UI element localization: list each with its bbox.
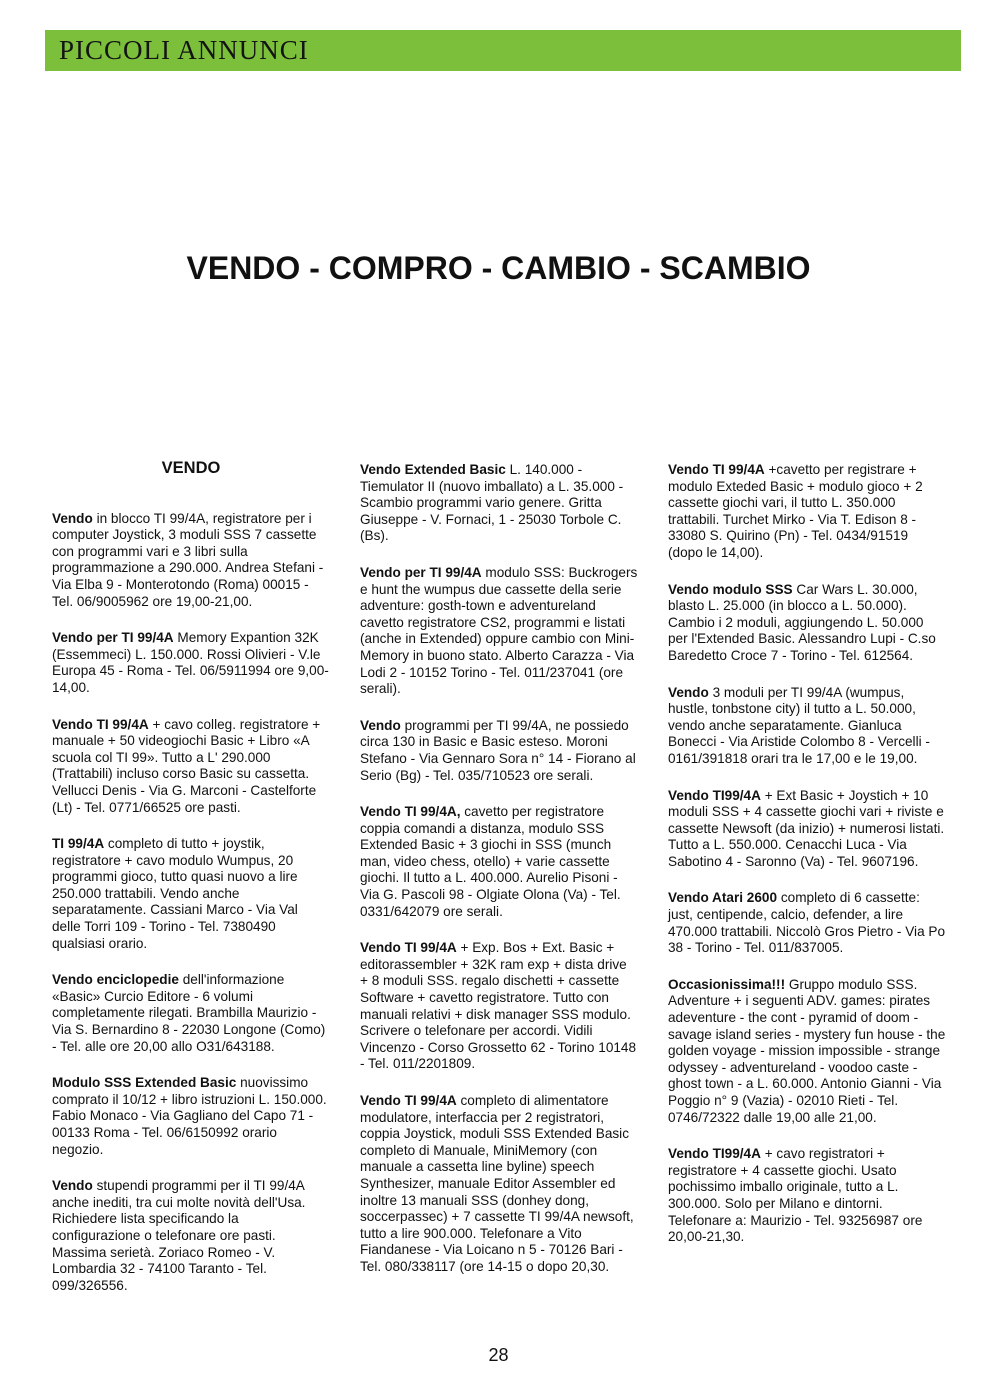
ad-lead: Vendo enciclopedie <box>52 972 179 988</box>
column-1 <box>52 460 330 1314</box>
ad-lead: Vendo TI99/4A <box>668 787 761 803</box>
classified-ad <box>360 462 638 545</box>
classified-ad <box>52 511 330 611</box>
ad-text: completo di tutto + joystik, registratore + cavo modulo Wumpus, 20 programmi gioco, tutto quasi nuovo a lire 250.000 trattabili. Vendo anche separatamente. Cassiani Marco - Via Val delle Torri 109 - Torino - Tel. 7380490 qualsiasi orario. <box>52 836 298 951</box>
ad-text: + Exp. Bos + Ext. Basic + editorassembler + 32K ram exp + dista drive + 8 moduli SSS. regalo dischetti + cassette Software + cavetto registratore. Tutto con manuali relativi + disk manager SSS modulo. Scrivere o telefonare per accordi. Vidili Vincenzo - Corso Grossetto 62 - Torino 10148 - Tel. 011/2201809. <box>360 940 637 1072</box>
classified-ad <box>52 972 330 1055</box>
ad-lead: Occasionissima!!! <box>668 976 786 992</box>
ad-text: Memory Expantion 32K (Essemmeci) L. 150.000. Rossi Olivieri - V.le Europa 45 - Roma - Tel. 06/5911994 ore 9,00-14,00. <box>52 630 329 695</box>
classified-ad <box>52 1178 330 1294</box>
ad-text: completo di 6 cassette: just, centipende, calcio, defender, a lire 470.000 trattabili. Niccolò Gros Pietro - Via Po 38 - Torino - Tel. 011/837005. <box>668 890 946 956</box>
classified-ad <box>668 788 946 871</box>
classified-ad <box>360 940 638 1073</box>
ad-text: programmi per TI 99/4A, ne possiedo circa 130 in Basic e Basic esteso. Moroni Stefano - Via Gennaro Sora n° 14 - Fiorano al Serio (Bg) - Tel. 035/710523 ore serali. <box>360 717 636 783</box>
classified-ad <box>668 890 946 956</box>
ad-lead: Vendo Atari 2600 <box>668 890 778 906</box>
ad-lead: Vendo <box>360 717 401 733</box>
ad-text: + cavo colleg. registratore + manuale + 50 videogiochi Basic + Libro «A scuola col TI 99». Tutto a L' 290.000 (Trattabili) incluso corso Basic su cassetta. Vellucci Denis - Via G. Marconi - Castelforte (Lt) - Tel. 0771/66525 ore pasti. <box>52 716 321 815</box>
ad-text: nuovissimo comprato il 10/12 + libro istruzioni L. 150.000. Fabio Monaco - Via Gagliano del Capo 71 - 00133 Roma - Tel. 06/6150992 orario negozio. <box>52 1075 327 1157</box>
classified-ad <box>360 565 638 698</box>
ad-lead: Vendo TI 99/4A <box>668 462 765 477</box>
ad-text: dell'informazione «Basic» Curcio Editore - 6 volumi completamente rilegati. Brambilla Maurizio - Via S. Bernardino 8 - 22030 Longone (Como) - Tel. alle ore 20,00 allo O31/643188. <box>52 972 326 1054</box>
classified-ad <box>668 582 946 665</box>
classified-ad <box>52 1075 330 1158</box>
page-number: 28 <box>488 1345 509 1365</box>
ad-lead: Vendo TI 99/4A <box>360 940 457 956</box>
section-title-vendo: VENDO <box>161 459 221 477</box>
classified-ad <box>668 977 946 1126</box>
ad-text: modulo SSS: Buckrogers e hunt the wumpus due cassette della serie adventure: gosth-town e adventureland cavetto registratore CS2, programmi e listati (anche in Extended) oppure cambio con Mini-Memory in buono stato. Alberto Carazza - Via Lodi 2 - 10152 Torino - Tel. 011/237041 (ore serali). <box>360 564 638 697</box>
column-3 <box>668 462 946 1266</box>
classified-ad <box>52 717 330 817</box>
classified-ad <box>668 685 946 768</box>
classified-ad <box>360 1093 638 1276</box>
ad-lead: Vendo TI 99/4A <box>52 716 149 732</box>
classified-ad <box>52 836 330 952</box>
ad-lead: Vendo TI 99/4A <box>360 1093 457 1108</box>
ad-lead: Vendo Extended Basic <box>360 462 506 477</box>
column-2 <box>360 462 638 1296</box>
ad-text: L. 140.000 - Tiemulator II (nuovo imballato) a L. 35.000 - Scambio programmi vario genere. Gritta Giuseppe - V. Fornaci, 1 - 25030 Torbole C. (Bs). <box>360 462 624 544</box>
classified-ad <box>668 1146 946 1246</box>
ad-text: +cavetto per registrare + modulo Exteded Basic + modulo gioco + 2 cassette giochi vari, il tutto L. 350.000 trattabili. Turchet Mirko - Via T. Edison 8 - 33080 S. Quirino (Pn) - Tel. 0434/91519 (dopo le 14,00). <box>668 462 923 560</box>
ad-lead: Vendo <box>52 1178 93 1194</box>
classified-ad <box>360 718 638 784</box>
banner-title: PICCOLI ANNUNCI <box>59 35 309 65</box>
ad-lead: Vendo <box>668 684 709 700</box>
ad-lead: Modulo SSS Extended Basic <box>52 1075 237 1091</box>
ad-text: cavetto per registratore coppia comandi a distanza, modulo SSS Extended Basic + 3 giochi in SSS (munch man, video chess, otello) + varie cassette giochi. Il tutto a L. 400.000. Aurelio Pisoni - Via G. Pascoli 98 - Olgiate Olona (Va) - Tel. 0331/642079 ore serali. <box>360 804 621 919</box>
classified-ad <box>360 804 638 920</box>
ad-lead: Vendo modulo SSS <box>668 581 793 597</box>
ad-text: + Ext Basic + Joystich + 10 moduli SSS + 4 cassette giochi vari + riviste e cassette Newsoft (da inizio) + numerosi listati. Tutto a L. 550.000. Cenacchi Luca - Via Sabotino 4 - Saronno (Va) - Tel. 9607196. <box>668 787 945 869</box>
page-headline: VENDO - COMPRO - CAMBIO - SCAMBIO <box>186 250 811 286</box>
ad-text: Gruppo modulo SSS. Adventure + i seguenti ADV. games: pirates adeventure - the cont - pyramid of doom - savage island series - mystery fun house - the golden voyage - mission impossible - strange odyssey - adventureland - voodoo caste - ghost town - a L. 60.000. Antonio Gianni - Via Poggio n° 9 (Vazia) - 02010 Rieti - Tel. 0746/72322 dalle 19,00 alle 21,00. <box>668 976 946 1125</box>
ad-lead: Vendo per TI 99/4A <box>360 564 482 580</box>
ad-lead: Vendo <box>52 510 93 526</box>
ad-text: in blocco TI 99/4A, registratore per i computer Joystick, 3 moduli SSS 7 cassette con programmi vari e 3 libri sulla programmazione a 290.000. Andrea Stefani - Via Elba 9 - Monterotondo (Roma) 00015 - Tel. 06/9005962 ore 19,00-21,00. <box>52 510 324 609</box>
classified-ad <box>668 462 946 562</box>
ad-text: + cavo registratori + registratore + 4 cassette giochi. Usato pochissimo imballo originale, tutto a L. 300.000. Solo per Milano e dintorni. Telefonare a: Maurizio - Tel. 93256987 ore 20,00-21,30. <box>668 1146 923 1245</box>
ad-text: 3 moduli per TI 99/4A (wumpus, hustle, tonbstone city) il tutto a L. 50.000, vendo anche separatamente. Gianluca Bonecci - Via Aristide Colombo 8 - Vercelli - 0161/391818 orari tra le 17,00 e le 19,00. <box>668 684 930 766</box>
ad-text: Car Wars L. 30.000, blasto L. 25.000 (in blocco a L. 50.000). Cambio i 2 moduli, aggiungendo L. 50.000 per l'Extended Basic. Alessandro Lupi - C.so Baredetto Croce 7 - Torino - Tel. 612564. <box>668 581 936 663</box>
classified-ad <box>52 630 330 696</box>
ad-lead: Vendo per TI 99/4A <box>52 630 174 646</box>
ad-lead: TI 99/4A <box>52 836 105 852</box>
ad-lead: Vendo TI99/4A <box>668 1146 761 1162</box>
ad-text: completo di alimentatore modulatore, interfaccia per 2 registratori, coppia Joystick, moduli SSS Extended Basic completo di Manuale, MiniMemory (con manuale a cassetta line byline) speech Synthesizer, manuale Editor Assembler ed inoltre 13 manuali SSS (donhey dong, soccerpassec) + 7 cassette TI 99/4A newsoft, tutto a lire 900.000. Telefonare a Vito Fiandanese - Via Loicano n 5 - 70126 Bari - Tel. 080/338117 (ore 14-15 o dopo 20,30. <box>360 1093 634 1274</box>
section-banner <box>45 30 961 71</box>
ad-lead: Vendo TI 99/4A, <box>360 804 461 820</box>
ad-text: stupendi programmi per il TI 99/4A anche inediti, tra cui molte novità dell'Usa. Richiedere lista specificando la configurazione o telefonare ore pasti. Massima serietà. Zoriaco Romeo - V. Lombardia 32 - 74100 Taranto - Tel. 099/326556. <box>52 1178 306 1293</box>
